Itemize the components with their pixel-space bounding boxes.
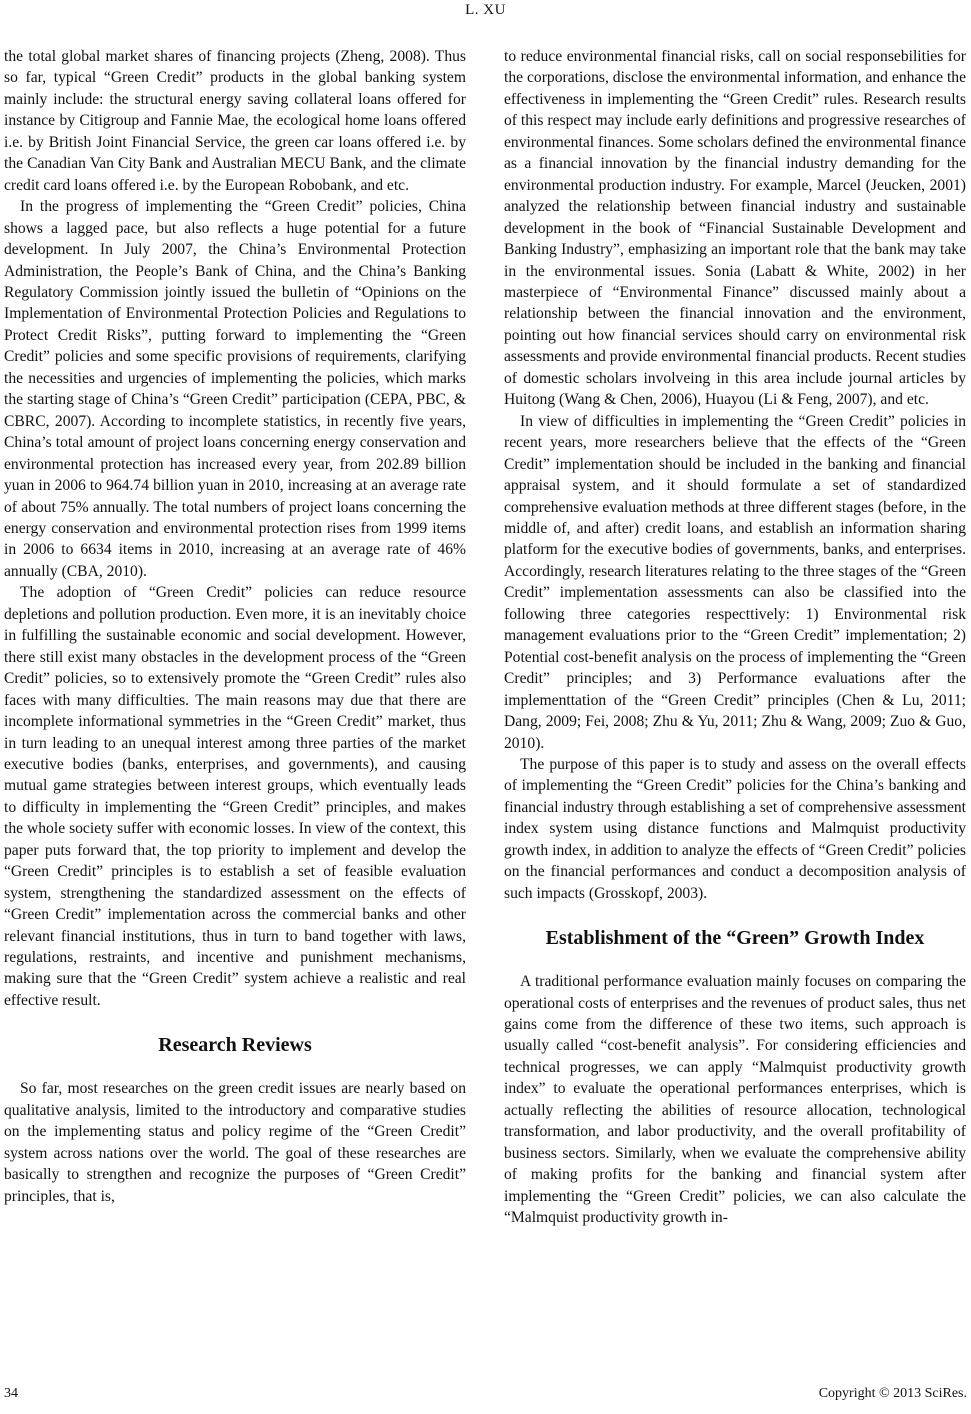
paragraph: In view of difficulties in implementing the “Green Credit” policies in recent years, more researchers believe that the effects of the “Green Credit” implementation should be included in the banking and financial appraisal system, and it should formulate a set of standardized comprehensive evaluation methods at three different stages (before, in the middle of, and after) credit loans, and establish an information sharing platform for the executive bodies of governments, banks, and enterprises. Accordingly, research literatures relating to the three stages of the “Green Credit” implementation assessments can also be classified into the following three categories respecttively: 1) Environmental risk management evaluations prior to the “Green Credit” implementation; 2) Potential cost-benefit analysis on the process of implementing the “Green Credit” principles; and 3) Performance evaluations after the implementtation of the “Green Credit” principles (Chen & Lu, 2011; Dang, 2009; Fei, 2008; Zhu & Yu, 2011; Zhu & Wang, 2009; Zuo & Guo, 2010). <box>504 412 966 752</box>
copyright-notice: Copyright © 2013 SciRes. <box>818 1386 967 1401</box>
section-heading: Research Reviews <box>158 1034 312 1057</box>
paragraph: The purpose of this paper is to study and assess on the overall effects of implementing the “Green Credit” policies for the China’s banking and financial industry through establishing a set of comprehensive assessment index system using distance functions and Malmquist productivity growth index, in addition to analyze the effects of “Green Credit” policies on the financial performances and conduct a decomposition analysis of such impacts (Grosskopf, 2003). <box>504 755 966 902</box>
running-head: L. XU <box>465 2 506 18</box>
paragraph: The adoption of “Green Credit” policies can reduce resource depletions and pollution production. Even more, it is an inevitably choice in fulfilling the sustainable economic and social development. However, there still exist many obstacles in the development process of the “Green Credit” policies, so to extensively promote the “Green Credit” rules also faces with many difficulties. The main reasons may due that there are incomplete informational symmetries in the “Green Credit” market, thus in turn leading to an unequal interest among three parties of the market executive bodies (banks, enterprises, and governments), and causing mutual game strategies between interest groups, which eventually leads to difficulty in implementing the “Green Credit” principles, and makes the whole society suffer with economic losses. In view of the context, this paper puts forward that, the top priority to implement and develop the “Green Credit” principles is to establish a set of feasible evaluation system, strengthening the standardized assessment on the effects of “Green Credit” implementation across the commercial banks and other relevant financial institutions, thus in turn to band together with laws, regulations, restraints, and incentive and punishment mechanisms, making sure that the “Green Credit” system achieve a realistic and real effective result. <box>4 584 466 1009</box>
paragraph: So far, most researches on the green credit issues are nearly based on qualitative analysis, limited to the introductory and comparative studies on the implementing status and policy regime of the “Green Credit” system across nations over the world. The goal of these researches are basically to strengthen and recognize the purposes of “Green Credit” principles, that is, <box>4 1080 466 1205</box>
paragraph: A traditional performance evaluation mainly focuses on comparing the operational costs of enterprises and the revenues of product sales, thus net gains come from the difference of these two items, such approach is usually called “cost-benefit analysis”. For considering efficiencies and technical progresses, we can apply “Malmquist productivity growth index” to evaluate the operational performances enterprises, which is actually reflecting the abilities of resource allocation, technological transformation, and labor productivity, and the overall profitability of business sectors. Similarly, when we evaluate the comprehensive ability of making profits for the banking and financial system after implementing the “Green Credit” policies, we can also calculate the “Malmquist productivity growth in- <box>504 973 966 1227</box>
right-column <box>504 46 966 1229</box>
paragraph: the total global market shares of financing projects (Zheng, 2008). Thus so far, typical “Green Credit” products in the global banking system mainly include: the structural energy saving collateral loans offered for instance by Citigroup and Fannie Mae, the ecological home loans offered i.e. by British Joint Financial Service, the green car loans offered i.e. by the Canadian Van City Bank and Australian MECU Bank, and the climate credit card loans offered i.e. by the European Robobank, and etc. <box>4 48 466 194</box>
paragraph: In the progress of implementing the “Green Credit” policies, China shows a lagged pace, but also reflects a huge potential for a future development. In July 2007, the China’s Environmental Protection Administration, the People’s Bank of China, and the China’s Banking Regulatory Commission jointly issued the bulletin of “Opinions on the Implementation of Environmental Protection Policies and Regulations to Protect Credit Risks”, putting forward to implementing the “Green Credit” policies and some specific provisions of requirements, clarifying the necessities and urgencies of implementing the policies, which marks the starting stage of China’s “Green Credit” participation (CEPA, PBC, & CBRC, 2007). According to incomplete statistics, in recently five years, China’s total amount of project loans concerning energy conservation and environmental protection has increased every year, from 202.89 billion yuan in 2006 to 964.74 billion yuan in 2010, increasing at an average rate of about 75% annually. The total numbers of project loans concerning the energy conservation and environmental protection rises from 1999 items in 2006 to 6634 items in 2010, increasing at an average rate of 46% annually (CBA, 2010). <box>4 198 466 580</box>
left-column <box>4 46 466 1207</box>
section-heading: Establishment of the “Green” Growth Index <box>545 927 925 950</box>
page-number: 34 <box>4 1386 18 1401</box>
paragraph: to reduce environmental financial risks, call on social responsebilities for the corporations, disclose the environmental information, and enhance the effectiveness in implementing the “Green Credit” rules. Research results of this respect may include early definitions and progressive researches of environmental finances. Some scholars defined the environmental finance as a financial innovation by the financial industry demanding for the environmental production industry. For example, Marcel (Jeucken, 2001) analyzed the relationship between financial industry and sustainable development in the book of “Financial Sustainable Development and Banking Industry”, emphasizing an important role that the bank may take in the environmental issues. Sonia (Labatt & White, 2002) in her masterpiece of “Environmental Finance” discussed mainly about a relationship between the financial innovation and the environment, pointing out how financial services should carry on environmental risk assessments and provide environmental financial products. Recent studies of domestic scholars involveing in this area include journal articles by Huitong (Wang & Chen, 2006), Huayou (Li & Feng, 2007), and etc. <box>504 48 966 409</box>
